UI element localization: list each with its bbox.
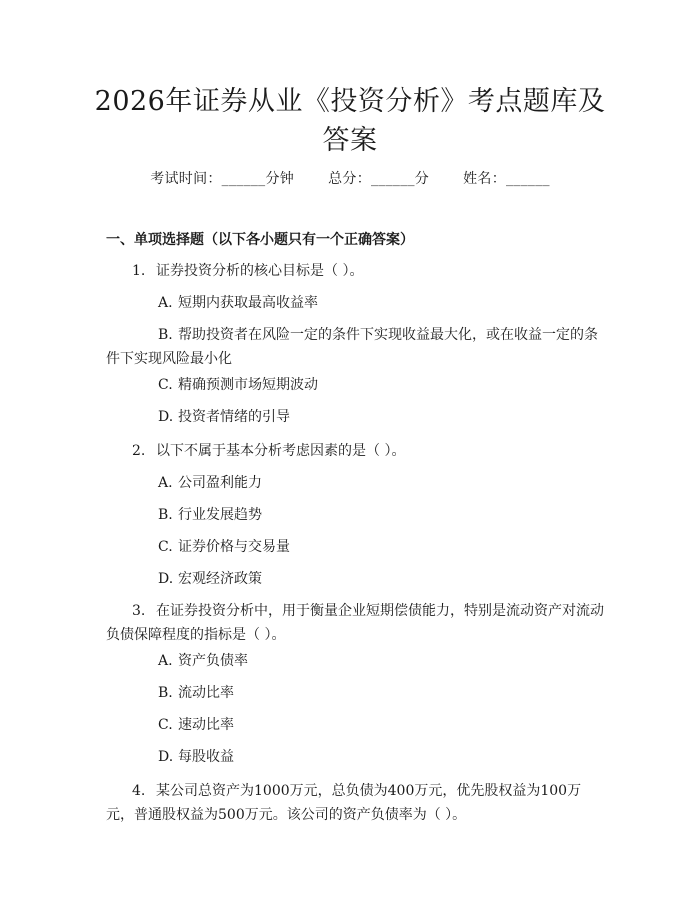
question-1-option-c <box>106 373 606 397</box>
option-text: 速动比率 <box>178 717 234 733</box>
total-score-label: 总分：______分 <box>328 171 430 187</box>
document-title: 2026年证券从业《投资分析》考点题库及答案 <box>94 86 606 156</box>
section-heading: 一、单项选择题（以下各小题只有一个正确答案） <box>106 232 414 248</box>
option-text: 精确预测市场短期波动 <box>178 377 318 393</box>
option-text: 投资者情绪的引导 <box>178 409 290 425</box>
question-2-option-a <box>106 471 606 495</box>
question-text: 某公司总资产为1000万元，总负债为400万元，优先股权益为100万元，普通股权益为500万元。该公司的资产负债率为（ ）。 <box>106 783 582 823</box>
question-3-option-c <box>106 713 606 737</box>
option-text: 资产负债率 <box>178 653 248 669</box>
question-number: 4. <box>132 783 146 799</box>
name-label: 姓名：______ <box>463 171 550 187</box>
option-text: 帮助投资者在风险一定的条件下实现收益最大化，或在收益一定的条件下实现风险最小化 <box>106 327 598 367</box>
option-letter: D. <box>158 409 174 425</box>
question-text: 证券投资分析的核心目标是（ ）。 <box>156 263 364 279</box>
question-3 <box>106 599 606 647</box>
option-text: 每股收益 <box>178 749 234 765</box>
option-letter: A. <box>158 295 173 311</box>
option-text: 流动比率 <box>178 685 234 701</box>
question-number: 2. <box>132 443 146 459</box>
question-text: 在证券投资分析中，用于衡量企业短期偿债能力，特别是流动资产对流动负债保障程度的指标是（ ）。 <box>106 603 604 643</box>
option-letter: B. <box>158 327 173 343</box>
question-1-option-a <box>106 291 606 315</box>
exam-time-label: 考试时间：______分钟 <box>150 171 295 187</box>
question-3-option-b <box>106 681 606 705</box>
option-text: 宏观经济政策 <box>178 571 262 587</box>
option-letter: C. <box>158 377 173 393</box>
question-1-option-d <box>106 405 606 429</box>
option-letter: D. <box>158 749 174 765</box>
exam-meta <box>0 168 700 188</box>
option-letter: C. <box>158 539 173 555</box>
option-text: 行业发展趋势 <box>178 507 262 523</box>
question-4 <box>106 779 606 827</box>
question-2 <box>106 439 606 463</box>
question-2-option-b <box>106 503 606 527</box>
question-1-option-b <box>106 323 606 371</box>
option-letter: B. <box>158 507 173 523</box>
question-number: 1. <box>132 263 146 279</box>
option-letter: A. <box>158 653 173 669</box>
question-number: 3. <box>132 603 146 619</box>
option-letter: B. <box>158 685 173 701</box>
option-text: 短期内获取最高收益率 <box>178 295 318 311</box>
question-3-option-a <box>106 649 606 673</box>
question-2-option-c <box>106 535 606 559</box>
question-1 <box>106 259 606 283</box>
option-text: 公司盈利能力 <box>178 475 262 491</box>
question-3-option-d <box>106 745 606 769</box>
question-text: 以下不属于基本分析考虑因素的是（ ）。 <box>156 443 406 459</box>
option-text: 证券价格与交易量 <box>178 539 290 555</box>
question-2-option-d <box>106 567 606 591</box>
option-letter: D. <box>158 571 174 587</box>
option-letter: A. <box>158 475 173 491</box>
option-letter: C. <box>158 717 173 733</box>
